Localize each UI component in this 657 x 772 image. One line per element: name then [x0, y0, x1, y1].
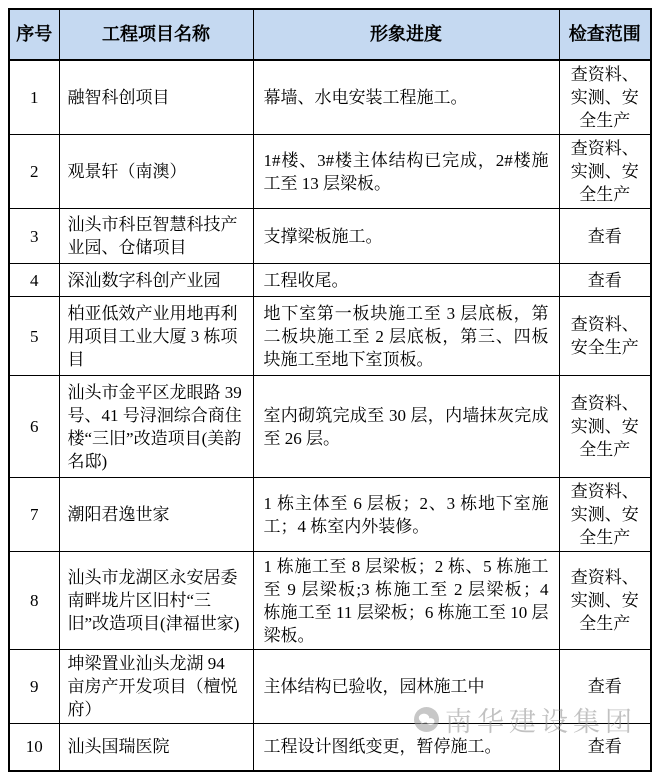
table-row: [9, 650, 651, 724]
header-inspection-scope: 检查范围: [559, 9, 651, 60]
inspection-scope: 查看: [559, 264, 651, 297]
row-number: 1: [9, 60, 59, 135]
project-inspection-table: [8, 8, 652, 772]
project-progress: 1 栋主体至 6 层板；2、3 栋地下室施工；4 栋室内外装修。: [253, 478, 559, 552]
project-name: 潮阳君逸世家: [59, 478, 253, 552]
header-project-name: 工程项目名称: [59, 9, 253, 60]
project-name: 深汕数字科创产业园: [59, 264, 253, 297]
table-row: [9, 60, 651, 135]
row-number: 4: [9, 264, 59, 297]
inspection-scope: 查资料、实测、安全生产: [559, 135, 651, 209]
project-name: 柏亚低效产业用地再利用项目工业大厦 3 栋项目: [59, 297, 253, 376]
project-progress: 1 栋施工至 8 层梁板；2 栋、5 栋施工至 9 层梁板;3 栋施工至 2 层梁板；4 栋施工至 11 层梁板；6 栋施工至 10 层梁板。: [253, 552, 559, 650]
header-progress: 形象进度: [253, 9, 559, 60]
project-name: 汕头国瑞医院: [59, 724, 253, 771]
project-progress: 地下室第一板块施工至 3 层底板，第二板块施工至 2 层底板，第三、四板块施工至地下室顶板。: [253, 297, 559, 376]
inspection-scope: 查资料、实测、安全生产: [559, 60, 651, 135]
inspection-scope: 查看: [559, 724, 651, 771]
table-row: [9, 478, 651, 552]
row-number: 10: [9, 724, 59, 771]
project-progress: 室内砌筑完成至 30 层，内墙抹灰完成至 26 层。: [253, 376, 559, 478]
project-name: 汕头市龙湖区永安居委南畔垅片区旧村“三旧”改造项目(津福世家): [59, 552, 253, 650]
project-progress: 支撑梁板施工。: [253, 209, 559, 264]
table-row: [9, 376, 651, 478]
row-number: 9: [9, 650, 59, 724]
project-name: 汕头市金平区龙眼路 39 号、41 号浔洄综合商住楼“三旧”改造项目(美韵名邸): [59, 376, 253, 478]
inspection-scope: 查资料、安全生产: [559, 297, 651, 376]
table-row: [9, 724, 651, 771]
project-progress: 工程收尾。: [253, 264, 559, 297]
inspection-scope: 查资料、实测、安全生产: [559, 376, 651, 478]
table-row: [9, 264, 651, 297]
table-row: [9, 135, 651, 209]
project-name: 观景轩（南澳）: [59, 135, 253, 209]
row-number: 6: [9, 376, 59, 478]
table-row: [9, 552, 651, 650]
project-progress: 工程设计图纸变更，暂停施工。: [253, 724, 559, 771]
row-number: 5: [9, 297, 59, 376]
row-number: 2: [9, 135, 59, 209]
table-row: [9, 297, 651, 376]
project-progress: 1#楼、3#楼主体结构已完成，2#楼施工至 13 层梁板。: [253, 135, 559, 209]
project-name: 汕头市科臣智慧科技产业园、仓储项目: [59, 209, 253, 264]
inspection-scope: 查看: [559, 209, 651, 264]
inspection-scope: 查资料、实测、安全生产: [559, 552, 651, 650]
project-progress: 幕墙、水电安装工程施工。: [253, 60, 559, 135]
inspection-scope: 查资料、实测、安全生产: [559, 478, 651, 552]
header-row: [9, 9, 651, 60]
header-serial-number: 序号: [9, 9, 59, 60]
row-number: 3: [9, 209, 59, 264]
watermark-text: 南华建设集团: [445, 707, 637, 737]
project-name: 融智科创项目: [59, 60, 253, 135]
row-number: 8: [9, 552, 59, 650]
project-name: 坤梁置业汕头龙湖 94 亩房产开发项目（檀悦府）: [59, 650, 253, 724]
project-progress: 主体结构已验收，园林施工中: [253, 650, 559, 724]
row-number: 7: [9, 478, 59, 552]
table-row: [9, 209, 651, 264]
inspection-scope: 查看: [559, 650, 651, 724]
